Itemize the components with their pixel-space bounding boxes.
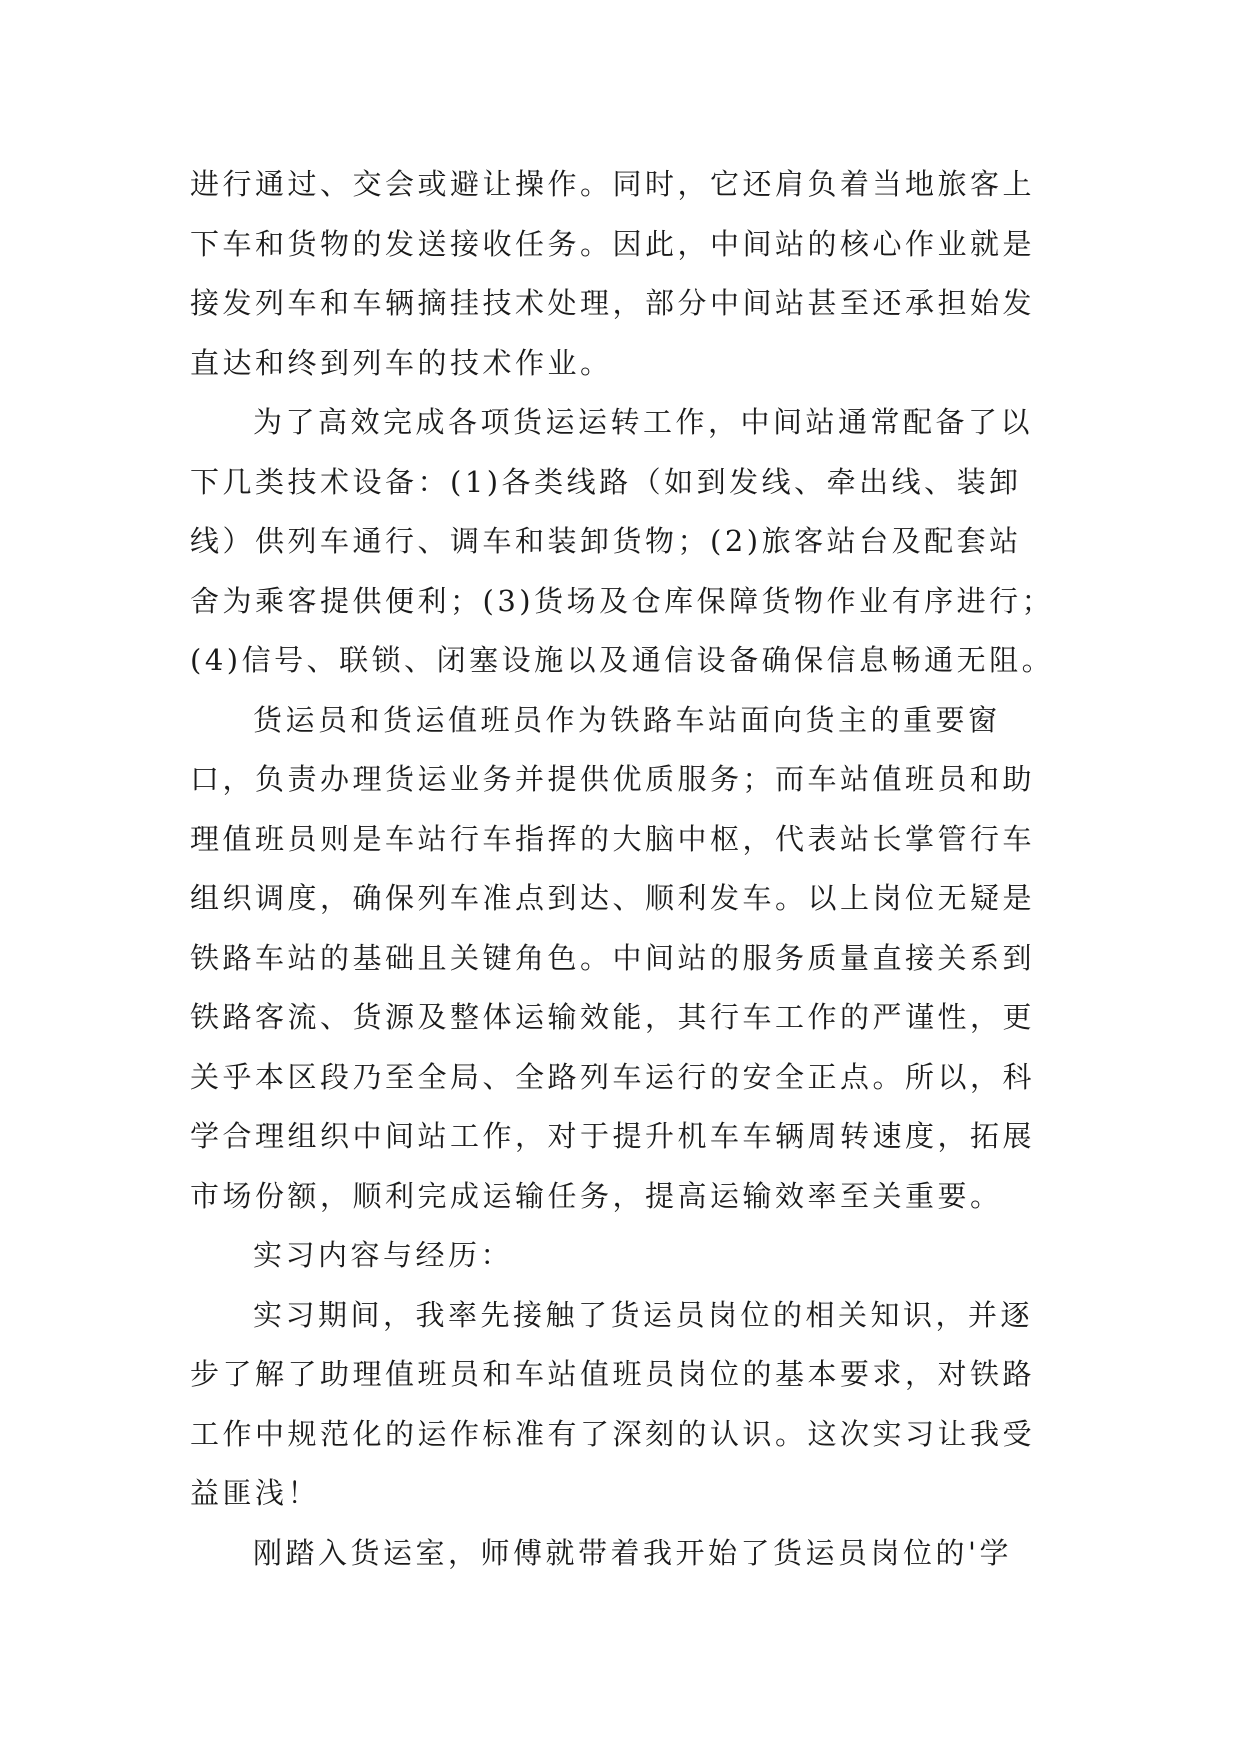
text-line: 铁路客流、货源及整体运输效能，其行车工作的严谨性，更 — [190, 1000, 1036, 1034]
text-line: 接发列车和车辆摘挂技术处理，部分中间站甚至还承担始发 — [190, 286, 1036, 320]
text-line: 步了解了助理值班员和车站值班员岗位的基本要求，对铁路 — [190, 1357, 1036, 1391]
text-line: 为了高效完成各项货运运转工作，中间站通常配备了以 — [253, 405, 1034, 439]
text-line: (4)信号、联锁、闭塞设施以及通信设备确保信息畅通无阻。 — [190, 643, 1055, 677]
text-line: 货运员和货运值班员作为铁路车站面向货主的重要窗 — [253, 702, 1001, 737]
section-heading: 实习内容与经历： — [253, 1238, 514, 1272]
text-line: 工作中规范化的运作标准有了深刻的认识。这次实习让我受 — [190, 1416, 1036, 1451]
document-page — [190, 155, 1060, 1583]
text-line: 舍为乘客提供便利；(3)货场及仓库保障货物作业有序进行； — [190, 583, 1055, 618]
text-line: 刚踏入货运室，师傅就带着我开始了货运员岗位的'学 — [253, 1535, 1012, 1570]
text-line: 实习期间，我率先接触了货运员岗位的相关知识，并逐 — [253, 1297, 1034, 1332]
text-line: 学合理组织中间站工作，对于提升机车车辆周转速度，拓展 — [190, 1119, 1036, 1153]
text-line: 直达和终到列车的技术作业。 — [190, 345, 613, 380]
text-line: 市场份额，顺利完成运输任务，提高运输效率至关重要。 — [190, 1178, 1003, 1213]
text-line: 关乎本区段乃至全局、全路列车运行的安全正点。所以，科 — [190, 1059, 1036, 1094]
text-line: 进行通过、交会或避让操作。同时，它还肩负着当地旅客上 — [190, 167, 1036, 201]
text-line: 组织调度，确保列车准点到达、顺利发车。以上岗位无疑是 — [190, 881, 1036, 915]
text-line: 口，负责办理货运业务并提供优质服务；而车站值班员和助 — [190, 762, 1036, 796]
text-line: 下车和货物的发送接收任务。因此，中间站的核心作业就是 — [190, 226, 1036, 261]
text-line: 理值班员则是车站行车指挥的大脑中枢，代表站长掌管行车 — [190, 821, 1036, 856]
text-line: 下几类技术设备：(1)各类线路（如到发线、牵出线、装卸 — [190, 464, 1022, 499]
text-line: 铁路车站的基础且关键角色。中间站的服务质量直接关系到 — [190, 940, 1036, 975]
text-line: 线）供列车通行、调车和装卸货物；(2)旅客站台及配套站 — [190, 524, 1022, 558]
text-line: 益匪浅！ — [190, 1476, 321, 1510]
